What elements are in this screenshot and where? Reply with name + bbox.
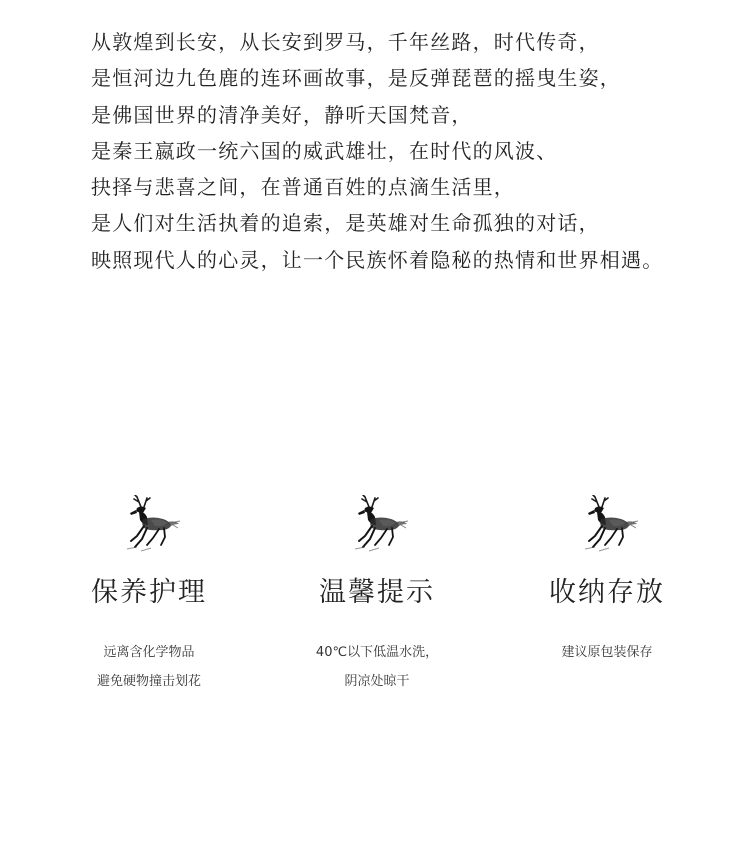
care-title: 保养护理 bbox=[91, 577, 207, 608]
care-item-maintenance bbox=[49, 495, 249, 696]
intro-line: 是佛国世界的清净美好，静听天国梵音， bbox=[91, 102, 473, 127]
intro-line: 映照现代人的心灵，让一个民族怀着隐秘的热情和世界相遇。 bbox=[91, 247, 664, 272]
care-title: 收纳存放 bbox=[549, 577, 665, 608]
intro-line: 是人们对生活执着的追索，是英雄对生命孤独的对话， bbox=[91, 211, 600, 236]
intro-line: 是秦王嬴政一统六国的威武雄壮，在时代的风波、 bbox=[91, 138, 558, 163]
deer-icon bbox=[345, 495, 409, 555]
care-description bbox=[507, 638, 707, 667]
deer-icon bbox=[117, 495, 181, 555]
care-description bbox=[277, 638, 477, 696]
intro-line: 是恒河边九色鹿的连环画故事，是反弹琵琶的摇曳生姿， bbox=[91, 66, 621, 91]
care-item-storage bbox=[507, 495, 707, 667]
intro-line: 抉择与悲喜之间，在普通百姓的点滴生活里， bbox=[91, 175, 515, 200]
care-title: 温馨提示 bbox=[319, 577, 435, 608]
care-item-tips bbox=[277, 495, 477, 696]
intro-line: 从敦煌到长安，从长安到罗马，千年丝路，时代传奇， bbox=[91, 30, 600, 54]
deer-icon bbox=[575, 495, 639, 555]
care-desc-line: 远离含化学物品 bbox=[103, 645, 195, 660]
care-desc-line: 建议原包装保存 bbox=[561, 645, 653, 660]
care-desc-line: 避免硬物撞击划花 bbox=[96, 674, 201, 689]
care-desc-line: 阴凉处晾干 bbox=[344, 674, 410, 689]
care-desc-line: 40℃以下低温水洗， bbox=[315, 645, 439, 660]
care-description bbox=[49, 638, 249, 696]
intro-text bbox=[91, 24, 731, 278]
